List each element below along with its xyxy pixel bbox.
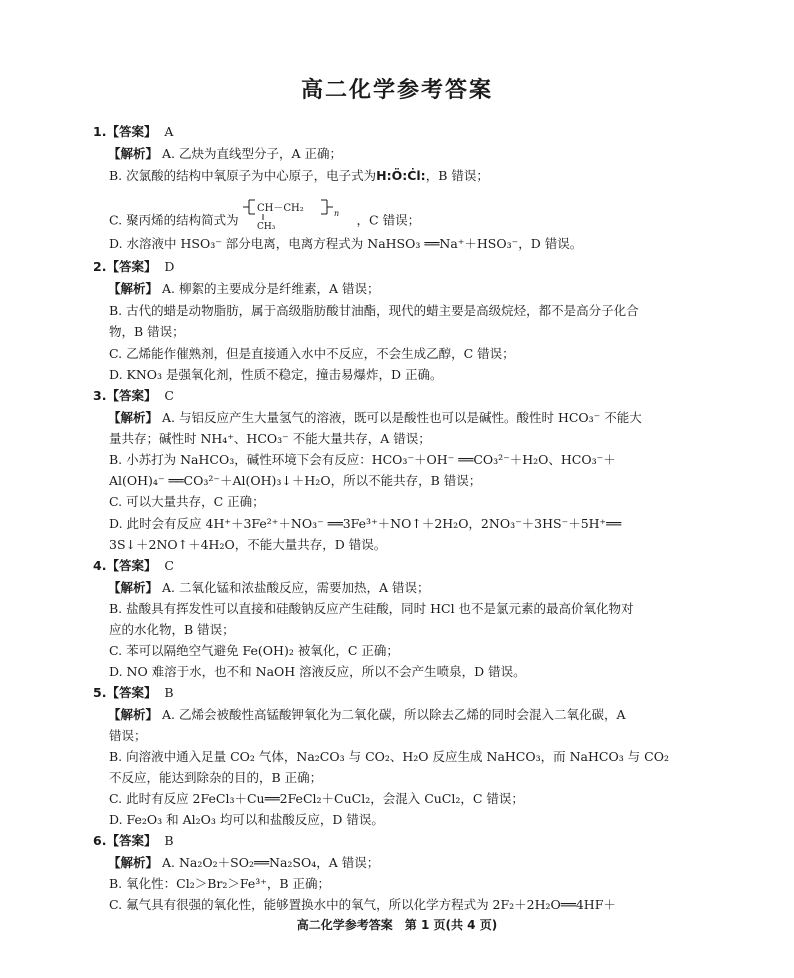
q1-analysis-line bbox=[108, 146, 342, 162]
q5-line-6: D. Fe₂O₃ 和 Al₂O₃ 均可以和盐酸反应，D 错误。 bbox=[109, 812, 384, 827]
q4-line-4: C. 苯可以隔绝空气避免 Fe(OH)₂ 被氧化，C 正确； bbox=[109, 643, 399, 658]
answer-label: 【答案】 bbox=[106, 685, 157, 700]
answer-label: 【答案】 bbox=[106, 259, 157, 274]
analysis-label: 【解析】 bbox=[108, 580, 159, 595]
q4-line-5: D. NO 难溶于水，也不和 NaOH 溶液反应，所以不会产生喷泉，D 错误。 bbox=[109, 664, 526, 679]
q2-header bbox=[93, 259, 174, 275]
q5-analysis-line bbox=[108, 707, 626, 723]
q4-analysis-line bbox=[108, 580, 429, 596]
answer-label: 【答案】 bbox=[106, 833, 157, 848]
q5-line-5: C. 此时有反应 2FeCl₃＋Cu══2FeCl₂＋CuCl₂，会混入 CuCl₂，C 错误； bbox=[109, 791, 524, 806]
answer-label: 【答案】 bbox=[106, 558, 157, 573]
q3-line-1: A. 与铝反应产生大量氢气的溶液，既可以是酸性也可以是碱性。酸性时 HCO₃⁻ 不能大 bbox=[162, 410, 642, 425]
q4-header bbox=[93, 558, 174, 574]
electron-formula: H:Ö:Ċl: bbox=[376, 168, 426, 183]
q3-line-2: 量共存；碱性时 NH₄⁺、HCO₃⁻ 不能大量共存，A 错误； bbox=[109, 431, 431, 446]
q5-line-1: A. 乙烯会被酸性高锰酸钾氧化为二氧化碳，所以除去乙烯的同时会混入二氧化碳，A bbox=[162, 707, 626, 722]
q3-line-6: D. 此时会有反应 4H⁺＋3Fe²⁺＋NO₃⁻ ══3Fe³⁺＋NO↑＋2H₂O，2NO₃⁻＋3HS⁻＋5H⁺══ bbox=[109, 516, 622, 531]
q5-answer: B bbox=[164, 685, 174, 700]
q4-answer: C bbox=[164, 558, 174, 573]
q3-line-3: B. 小苏打为 NaHCO₃，碱性环境下会有反应：HCO₃⁻＋OH⁻ ══CO₃²⁻＋H₂O、HCO₃⁻＋ bbox=[109, 452, 616, 467]
q4-number: 4. bbox=[93, 558, 107, 573]
answer-label: 【答案】 bbox=[106, 124, 157, 139]
q5-line-2: 错误； bbox=[109, 728, 147, 743]
q1-number: 1. bbox=[93, 124, 107, 139]
analysis-label: 【解析】 bbox=[108, 146, 159, 161]
q2-line-5: D. KNO₃ 是强氧化剂，性质不稳定，撞击易爆炸，D 正确。 bbox=[109, 367, 443, 382]
q4-line-1: A. 二氧化锰和浓盐酸反应，需要加热，A 错误； bbox=[162, 580, 430, 595]
q5-line-4: 不反应，能达到除杂的目的，B 正确； bbox=[109, 770, 323, 785]
q2-line-1: A. 柳絮的主要成分是纤维素，A 错误； bbox=[162, 281, 380, 296]
q4-line-3: 应的水化物，B 错误； bbox=[109, 622, 235, 637]
q2-answer: D bbox=[164, 259, 175, 274]
q1-line-3a: C. 聚丙烯的结构简式为 bbox=[109, 212, 239, 228]
polymer-degree: n bbox=[333, 209, 339, 218]
q6-line-2: B. 氧化性：Cl₂＞Br₂＞Fe³⁺，B 正确； bbox=[109, 876, 331, 891]
analysis-label: 【解析】 bbox=[108, 855, 159, 870]
q5-header bbox=[93, 685, 174, 701]
q2-line-3: 物，B 错误； bbox=[109, 324, 185, 339]
q3-line-4: Al(OH)₄⁻ ══CO₃²⁻＋Al(OH)₃↓＋H₂O，所以不能共存，B 错误； bbox=[109, 473, 482, 488]
analysis-label: 【解析】 bbox=[108, 281, 159, 296]
q6-line-3: C. 氟气具有很强的氧化性，能够置换水中的氧气，所以化学方程式为 2F₂＋2H₂O══4HF＋ bbox=[109, 897, 616, 912]
q6-header bbox=[93, 833, 174, 849]
q3-analysis-line bbox=[108, 410, 642, 426]
q1-line-2b: ，B 错误； bbox=[425, 168, 489, 183]
q3-line-7: 3S↓＋2NO↑＋4H₂O，不能大量共存，D 错误。 bbox=[109, 537, 387, 552]
methyl-group: CH₃ bbox=[256, 222, 275, 232]
q5-line-3: B. 向溶液中通入足量 CO₂ 气体，Na₂CO₃ 与 CO₂、H₂O 反应生成 NaHCO₃，而 NaHCO₃ 与 CO₂ bbox=[109, 749, 669, 764]
q6-number: 6. bbox=[93, 833, 107, 848]
q3-line-5: C. 可以大量共存，C 正确； bbox=[109, 494, 265, 509]
analysis-label: 【解析】 bbox=[108, 707, 159, 722]
polymer-chain: CH－CH₂ bbox=[256, 203, 304, 214]
q6-analysis-line bbox=[108, 855, 379, 871]
polymer-bracket-diagram bbox=[243, 196, 353, 232]
q2-line-4: C. 乙烯能作催熟剂，但是直接通入水中不反应，不会生成乙醇，C 错误； bbox=[109, 346, 515, 361]
q3-number: 3. bbox=[93, 388, 107, 403]
q1-line-2 bbox=[109, 168, 489, 184]
q1-answer: A bbox=[164, 124, 174, 139]
q2-number: 2. bbox=[93, 259, 107, 274]
q1-line-3b: ，C 错误； bbox=[356, 212, 421, 228]
q1-line-2a: B. 次氯酸的结构中氧原子为中心原子，电子式为 bbox=[109, 168, 377, 183]
analysis-label: 【解析】 bbox=[108, 410, 159, 425]
q3-answer: C bbox=[164, 388, 174, 403]
q2-analysis-line bbox=[108, 281, 379, 297]
q4-line-2: B. 盐酸具有挥发性可以直接和硅酸钠反应产生硅酸，同时 HCl 也不是氯元素的最高价氧化物对 bbox=[109, 601, 634, 616]
q2-line-2: B. 古代的蜡是动物脂肪，属于高级脂肪酸甘油酯，现代的蜡主要是高级烷烃，都不是高分子化合 bbox=[109, 303, 639, 318]
q1-line-4: D. 水溶液中 HSO₃⁻ 部分电离，电离方程式为 NaHSO₃ ══Na⁺＋HSO₃⁻，D 错误。 bbox=[109, 236, 583, 251]
q1-header bbox=[93, 124, 173, 140]
q6-answer: B bbox=[164, 833, 174, 848]
q5-number: 5. bbox=[93, 685, 107, 700]
page-footer: 高二化学参考答案 第 1 页(共 4 页) bbox=[296, 918, 498, 932]
q6-line-1: A. Na₂O₂＋SO₂══Na₂SO₄，A 错误； bbox=[162, 855, 380, 870]
page-title: 高二化学参考答案 bbox=[300, 78, 493, 103]
q1-line-1: A. 乙炔为直线型分子，A 正确； bbox=[162, 146, 342, 161]
q3-header bbox=[93, 388, 174, 404]
answer-label: 【答案】 bbox=[106, 388, 157, 403]
